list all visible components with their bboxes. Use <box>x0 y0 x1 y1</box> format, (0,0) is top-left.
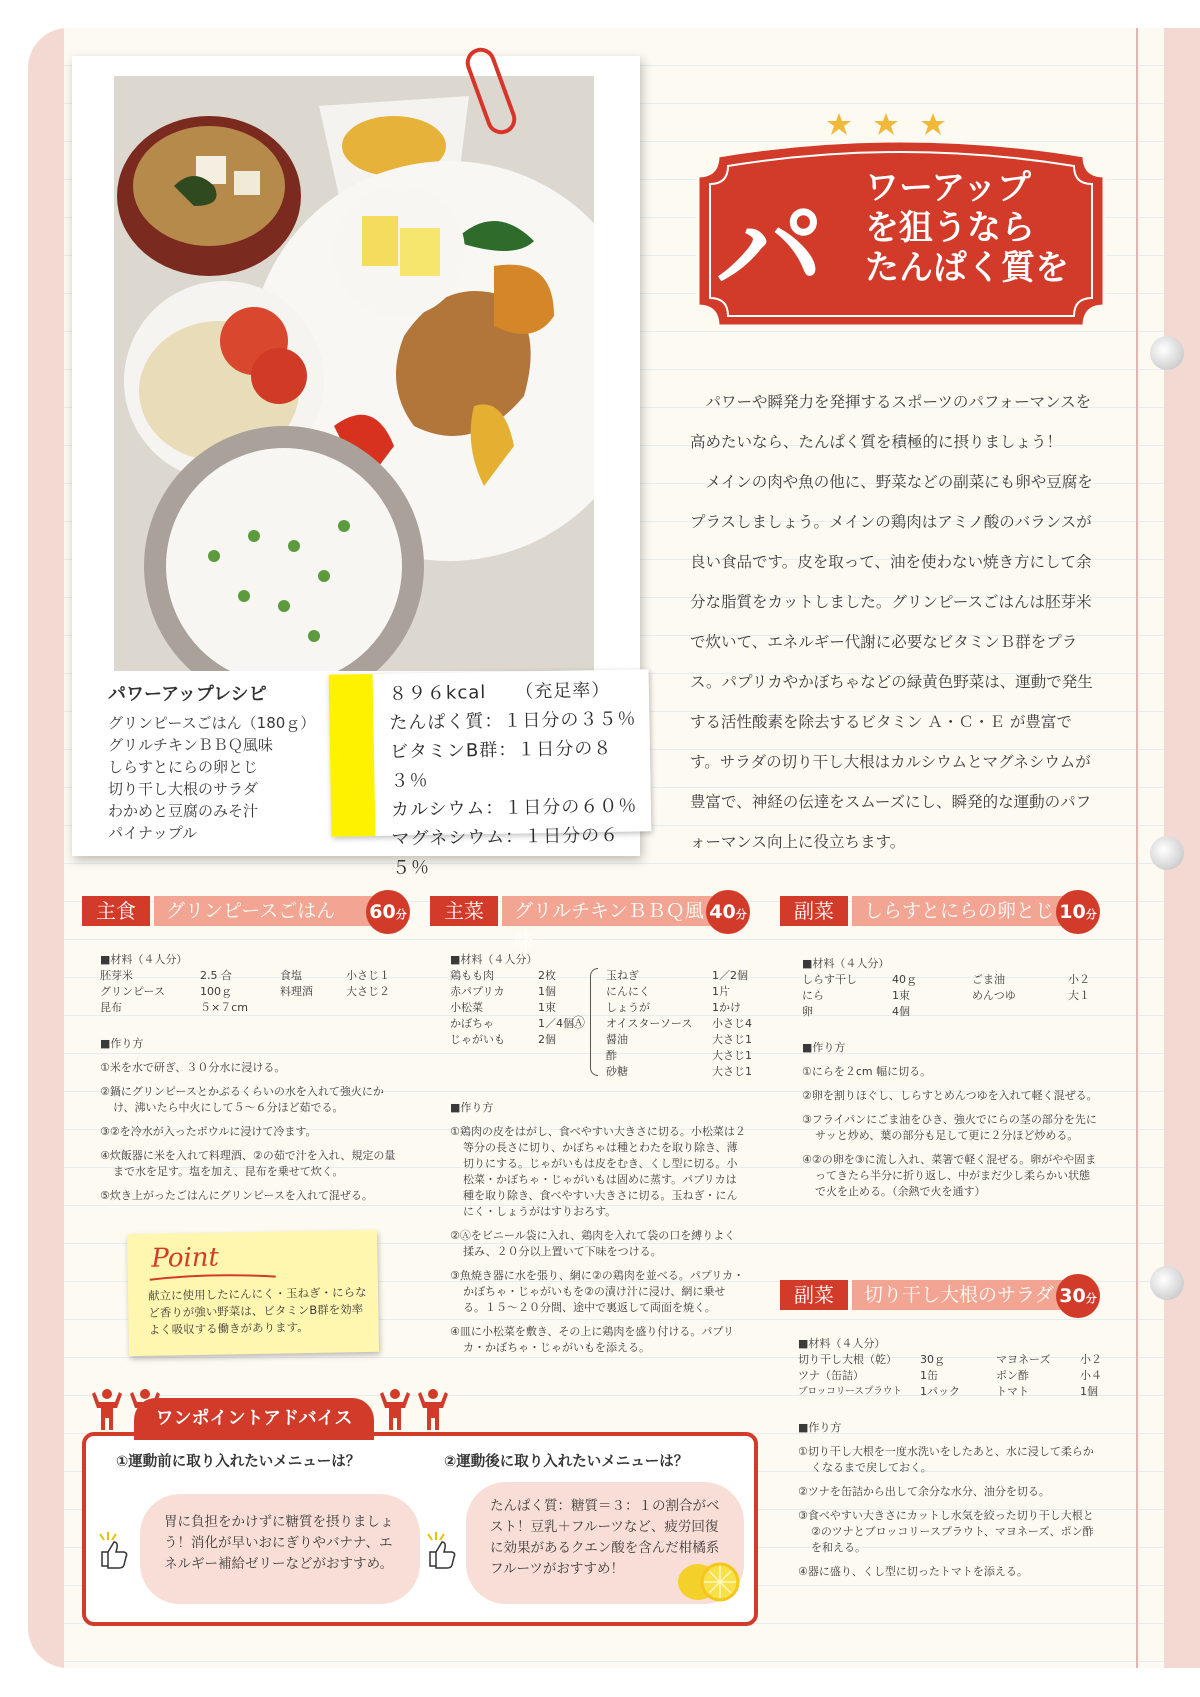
recipe-item: パイナップル <box>108 824 198 842</box>
recipe-item: わかめと豆腐のみそ汁 <box>108 802 259 820</box>
point-text: 献立に使用したにんにく・玉ねぎ・にらなど香りが強い野菜は、ビタミンB群を効率よく吸収する働きがあります。 <box>147 1285 367 1337</box>
margin-line <box>1136 28 1138 1668</box>
underline-icon <box>148 1272 278 1284</box>
binder-hole <box>1150 336 1184 370</box>
step: ④炊飯器に米を入れて料理酒、②の茹で汁を入れ、規定の量まで水を足す。塩を加え、昆布を乗せて炊く。 <box>100 1149 396 1178</box>
step: ②ツナを缶詰から出して余分な水分、油分を切る。 <box>798 1485 1050 1498</box>
recipe-item: 切り干し大根のサラダ <box>108 780 258 798</box>
main-steps <box>450 1100 746 1364</box>
nutrition-line: カルシウム：１日分の６０％ <box>390 795 638 821</box>
recipe-title: パワーアップレシピ <box>108 684 267 705</box>
side2-materials: ■材料（４人分） 切り干し大根（乾） 30ｇ マヨネーズ 小２ ツナ（缶詰） 1缶 ポン酢 小４ ブロッコリースプラウト 1パック トマト 1個 <box>798 1336 1108 1400</box>
step: ①米を水で研ぎ、３０分水に浸ける。 <box>100 1061 286 1074</box>
sauce-bracket <box>590 968 598 1076</box>
section-title: 切り干し大根のサラダ <box>852 1280 1064 1310</box>
time-badge: 10分 <box>1056 890 1100 934</box>
staple-materials: ■材料（４人分） 胚芽米 2.5 合 食塩 小さじ１ グリンピース 100ｇ 料理酒 大さじ２ 昆布 ５×７cm <box>100 952 400 1016</box>
section-tag: 副菜 <box>780 1280 848 1310</box>
materials-heading: ■材料（４人分） <box>802 957 890 970</box>
step: ①にらを２cm 幅に切る。 <box>802 1065 932 1078</box>
time-badge: 30分 <box>1056 1274 1100 1318</box>
muscle-man-icon <box>380 1388 410 1432</box>
section-tag: 副菜 <box>780 896 848 926</box>
step: ③魚焼き器に水を張り、網に②の鶏肉を並べる。パプリカ・かぼちゃ・じゃがいもを②の漬け汁に浸け、網に乗せる。１５～２０分間、途中で裏返して両面を焼く。 <box>450 1269 745 1314</box>
advice-title: ワンポイントアドバイス <box>134 1398 374 1440</box>
advice-answer-bubble <box>140 1494 420 1604</box>
side1-materials: ■材料（４人分） しらす干し 40ｇ ごま油 小２ にら 1束 めんつゆ 大１ 卵 4個 <box>802 956 1102 1020</box>
staple-steps <box>100 1036 396 1212</box>
nutrition-line: マグネシウム：１日分の６５％ <box>391 824 620 879</box>
highlight-bar <box>329 674 376 837</box>
main-sauce-materials: 玉ねぎ 1／2個 にんにく 1片 しょうが 1かけ オイスターソース 小さじ4 醤油 大さじ1 酢 大さじ1 砂糖 大さじ1 <box>606 969 752 1078</box>
sauce-mark: Ⓐ <box>572 1016 586 1031</box>
step: ①切り干し大根を一度水洗いをしたあと、水に浸して柔らかくなるまで戻しておく。 <box>798 1445 1094 1474</box>
side2-header <box>780 1280 1110 1316</box>
step: ②Ⓐをビニール袋に入れ、鶏肉を入れて袋の口を縛りよく揉み、２０分以上置いて下味をつける。 <box>450 1229 736 1258</box>
side1-steps <box>802 1040 1098 1208</box>
nutrition-line: ビタミンB群：１日分の８３％ <box>389 737 613 792</box>
step: ⑤炊き上がったごはんにグリンピースを入れて混ぜる。 <box>100 1189 373 1202</box>
step: ①鶏肉の皮をはがし、食べやすい大きさに切る。小松菜は２等分の長さに切り、かぼちゃは種とわたを取り除き、薄切りにする。じゃがいもは皮をむき、くし型に切る。小松菜・かぼちゃ・じゃがいもは固めに蒸す。パプリカは種を取り除き、食べやすい大きさに切る。玉ねぎ・にんにく・しょうがはすりおろす。 <box>450 1125 746 1218</box>
muscle-man-icon <box>92 1388 122 1432</box>
title-pa: パ <box>716 188 825 314</box>
materials-heading: ■材料（４人分） <box>100 953 188 966</box>
muscle-man-icon <box>418 1388 448 1432</box>
point-label: Point <box>151 1242 220 1274</box>
materials-heading: ■材料（４人分） <box>450 953 538 966</box>
step: ②鍋にグリンピースとかぶるくらいの水を入れて強火にかけ、沸いたら中火にして５～６分ほど茹でる。 <box>100 1085 384 1114</box>
advice-question: ①運動前に取り入れたいメニューは？ <box>116 1454 361 1470</box>
step: ③②を冷水が入ったボウルに浸けて冷ます。 <box>100 1125 317 1138</box>
section-title: しらすとにらの卵とじ <box>852 896 1064 926</box>
lemon-icon <box>676 1554 740 1604</box>
recipe-item: グリルチキンＢＢＱ風味 <box>108 736 273 754</box>
steps-heading: ■作り方 <box>802 1041 846 1054</box>
steps-heading: ■作り方 <box>798 1421 842 1434</box>
nutrition-line: たんぱく質：１日分の３５％ <box>389 708 637 734</box>
star-icon <box>826 112 946 138</box>
binder-hole <box>1150 1266 1184 1300</box>
step: ④皿に小松菜を敷き、その上に鶏肉を盛り付ける。パプリカ・かぼちゃ・じゃがいもを添える。 <box>450 1325 734 1354</box>
materials-heading: ■材料（４人分） <box>798 1337 886 1350</box>
time-badge: 40分 <box>706 890 750 934</box>
staple-header <box>82 896 412 932</box>
section-title: グリンピースごはん <box>154 896 374 926</box>
page-title <box>865 168 1069 288</box>
meal-photo <box>114 76 594 671</box>
recipe-item: グリンピースごはん（180ｇ） <box>108 714 316 732</box>
recipe-list <box>108 712 315 844</box>
side1-header <box>780 896 1110 932</box>
thumbs-up-icon <box>96 1530 132 1570</box>
title-line: たんぱく質を <box>865 248 1069 288</box>
side2-steps <box>798 1420 1098 1588</box>
section-tag: 主菜 <box>430 896 498 926</box>
recipe-item: しらすとにらの卵とじ <box>108 758 259 776</box>
step: ③食べやすい大きさにカットし水気を絞った切り干し大根と②のツナとブロッコリースプラウト、マヨネーズ、ポン酢を和える。 <box>798 1509 1094 1554</box>
step: ③フライパンにごま油をひき、強火でにらの茎の部分を先にサッと炒め、葉の部分も足して更に２分ほど炒める。 <box>802 1113 1097 1142</box>
meal-illustration <box>114 76 594 671</box>
step: ②卵を割りほぐし、しらすとめんつゆを入れて軽く混ぜる。 <box>802 1089 1098 1102</box>
section-title: グリルチキンＢＢＱ風味 <box>502 896 714 926</box>
nutrition-card <box>329 669 652 879</box>
title-line: ワーアップ <box>865 168 1031 208</box>
section-tag: 主食 <box>82 896 150 926</box>
intro-paragraph: メインの肉や魚の他に、野菜などの副菜にも卵や豆腐をプラスしましょう。メインの鶏肉はアミノ酸のバランスが良い食品です。皮を取って、油を使わない焼き方にして余分な脂質をカットしました。グリンピースごはんは胚芽米で炊いて、エネルギー代謝に必要なビタミンＢ群をプラス。パプリカやかぼちゃなどの緑黄色野菜は、運動で発生する活性酸素を除去するビタミン Ａ・Ｃ・Ｅ が豊富です。サラダの切り干し大根はカルシウムとマグネシウムが豊富で、神経の伝達をスムーズにし、瞬発的な運動のパフォーマンス向上に役立ちます。 <box>690 473 1093 851</box>
intro-paragraph: パワーや瞬発力を発揮するスポーツのパフォーマンスを高めたいなら、たんぱく質を積極的に摂りましょう！ <box>690 393 1092 451</box>
steps-heading: ■作り方 <box>450 1101 494 1114</box>
step: ④②の卵を③に流し入れ、菜箸で軽く混ぜる。卵がやや固まってきたら半分に折り返し、中がまだ少し柔らかい状態で火を止める。（余熱で火を通す） <box>802 1153 1097 1198</box>
thumbs-up-icon <box>424 1530 460 1570</box>
main-header <box>430 896 760 952</box>
title-line: を狙うなら <box>865 208 1035 248</box>
step: ④器に盛り、くし型に切ったトマトを添える。 <box>798 1565 1028 1578</box>
advice-question: ②運動後に取り入れたいメニューは？ <box>444 1454 689 1470</box>
steps-heading: ■作り方 <box>100 1037 144 1050</box>
nutrition-line: ８９６kcal （充足率） <box>388 679 611 705</box>
intro-text <box>690 382 1100 862</box>
binder-hole <box>1150 836 1184 870</box>
main-materials: ■材料（４人分） 鶏もも肉 2枚 赤パプリカ 1個 小松菜 1束 かぼちゃ 1／4個 じゃがいも 2個 <box>450 952 600 1048</box>
point-note <box>127 1230 379 1356</box>
time-badge: 60分 <box>366 890 410 934</box>
advice-answer: たんぱく質：糖質＝３：１の割合がベスト！豆乳＋フルーツなど、疲労回復に効果があるクエン酸を含んだ柑橘系フルーツがおすすめ！ <box>490 1498 720 1577</box>
advice-answer: 胃に負担をかけずに糖質を摂りましょう！消化が早いおにぎりやバナナ、エネルギー補給ゼリーなどがおすすめ。 <box>164 1514 394 1572</box>
